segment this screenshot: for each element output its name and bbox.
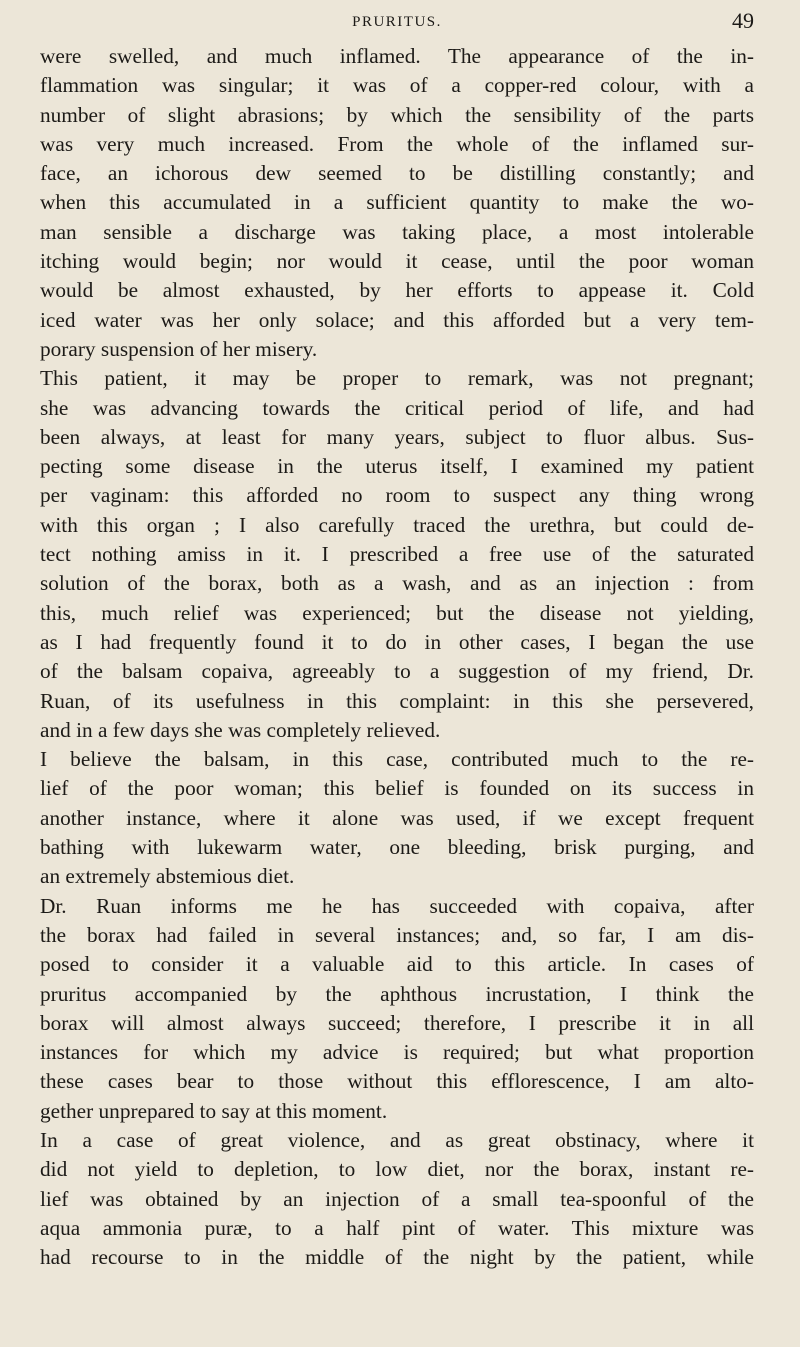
text-line: this, much relief was experienced; but the disease not yielding, bbox=[40, 600, 754, 625]
text-line: I believe the balsam, in this case, contributed much to the re- bbox=[40, 747, 754, 772]
text-line: In a case of great violence, and as great obstinacy, where it bbox=[40, 1127, 754, 1152]
text-line: an extremely abstemious diet. bbox=[40, 864, 295, 889]
text-line: This patient, it may be proper to remark, was not pregnant; bbox=[40, 366, 754, 391]
text-line: pruritus accompanied by the aphthous incrustation, I think the bbox=[40, 981, 754, 1006]
text-line: when this accumulated in a sufficient quantity to make the wo- bbox=[40, 190, 754, 215]
text-line: posed to consider it a valuable aid to this article. In cases of bbox=[40, 952, 754, 977]
text-line: face, an ichorous dew seemed to be distilling constantly; and bbox=[40, 161, 754, 186]
text-line: lief was obtained by an injection of a small tea-spoonful of the bbox=[40, 1186, 754, 1211]
text-line: and in a few days she was completely relieved. bbox=[40, 717, 441, 742]
text-line: she was advancing towards the critical period of life, and had bbox=[40, 395, 754, 420]
text-line: gether unprepared to say at this moment. bbox=[40, 1098, 388, 1123]
text-line: did not yield to depletion, to low diet, nor the borax, instant re- bbox=[40, 1157, 754, 1182]
text-line: these cases bear to those without this efflorescence, I am alto- bbox=[40, 1069, 754, 1094]
text-line: borax will almost always succeed; therefore, I prescribe it in all bbox=[40, 1010, 754, 1035]
text-line: of the balsam copaiva, agreeably to a suggestion of my friend, Dr. bbox=[40, 659, 754, 684]
text-line: itching would begin; nor would it cease, until the poor woman bbox=[40, 249, 754, 274]
text-line: aqua ammonia puræ, to a half pint of water. This mixture was bbox=[40, 1215, 754, 1240]
text-line: were swelled, and much inflamed. The appearance of the in- bbox=[40, 44, 754, 68]
text-line: tect nothing amiss in it. I prescribed a free use of the saturated bbox=[40, 542, 754, 567]
text-line: Dr. Ruan informs me he has succeeded with copaiva, after bbox=[40, 893, 754, 918]
text-line: number of slight abrasions; by which the sensibility of the parts bbox=[40, 102, 754, 127]
text-line: been always, at least for many years, subject to fluor albus. Sus- bbox=[40, 424, 754, 449]
text-line: flammation was singular; it was of a copper-red colour, with a bbox=[40, 73, 754, 98]
text-line: solution of the borax, both as a wash, and as an injection : from bbox=[40, 571, 754, 596]
text-line: pecting some disease in the uterus itself, I examined my patient bbox=[40, 454, 754, 479]
page-number: 49 bbox=[732, 8, 754, 33]
text-line: porary suspension of her misery. bbox=[40, 336, 318, 361]
text-line: lief of the poor woman; this belief is founded on its success in bbox=[40, 776, 754, 801]
text-line: another instance, where it alone was used, if we except frequent bbox=[40, 805, 754, 830]
text-line: would be almost exhausted, by her efforts to appease it. Cold bbox=[40, 278, 754, 303]
text-line: was very much increased. From the whole of the inflamed sur- bbox=[40, 131, 754, 156]
running-title: PRURITUS. bbox=[352, 14, 442, 30]
text-line: the borax had failed in several instances; and, so far, I am dis- bbox=[40, 922, 754, 947]
text-line: Ruan, of its usefulness in this complaint: in this she persevered, bbox=[40, 688, 754, 713]
body-text bbox=[40, 42, 754, 1272]
text-line: man sensible a discharge was taking place, a most intolerable bbox=[40, 219, 754, 244]
text-line: per vaginam: this afforded no room to suspect any thing wrong bbox=[40, 483, 754, 508]
text-line: instances for which my advice is required; but what proportion bbox=[40, 1040, 754, 1065]
text-line: bathing with lukewarm water, one bleeding, brisk purging, and bbox=[40, 835, 754, 860]
text-line: as I had frequently found it to do in other cases, I began the use bbox=[40, 629, 754, 654]
text-line: had recourse to in the middle of the night by the patient, while bbox=[40, 1245, 754, 1270]
text-line: with this organ ; I also carefully traced the urethra, but could de- bbox=[40, 512, 754, 537]
text-line: iced water was her only solace; and this afforded but a very tem- bbox=[40, 307, 754, 332]
running-head bbox=[40, 8, 754, 38]
